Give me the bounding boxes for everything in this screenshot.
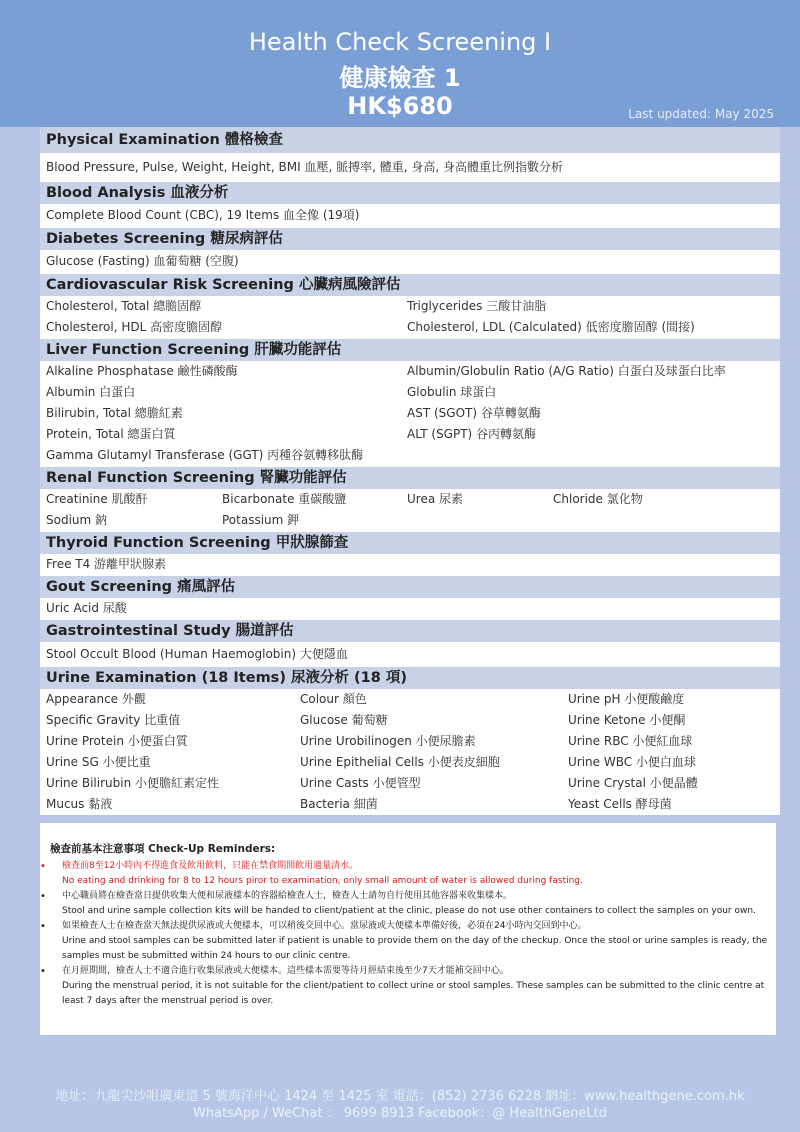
reminder-cn: 在月經期間，檢查人士不適合進行收集尿液或大便樣本。這些樣本需要等待月經結束後至少7天才能補交回中心。 — [62, 966, 509, 976]
list-item: Sodium 鈉 — [46, 513, 108, 527]
checkup-reminders — [40, 823, 776, 1035]
list-item: Appearance 外觀 — [46, 692, 146, 706]
list-item: Cholesterol, HDL 高密度膽固醇 — [46, 320, 223, 334]
section-liver-body — [40, 361, 780, 466]
section-blood-body — [40, 204, 780, 227]
page-header — [0, 0, 800, 127]
bullet-icon: • — [40, 861, 46, 872]
list-item: Urine Crystal 小便晶體 — [568, 776, 698, 790]
list-item: Chloride 氯化物 — [553, 492, 643, 506]
list-item: Cholesterol, Total 總膽固醇 — [46, 299, 202, 313]
table-row — [46, 382, 774, 403]
list-item: Urine WBC 小便白血球 — [568, 755, 696, 769]
section-diabetes-title: Diabetes Screening 糖尿病評估 — [40, 227, 780, 250]
reminder-item — [40, 919, 774, 964]
list-item: Alkaline Phosphatase 鹼性磷酸酶 — [46, 364, 238, 378]
table-row — [46, 361, 774, 382]
list-item: Potassium 鉀 — [222, 513, 300, 527]
reminder-en: Urine and stool samples can be submitted later if patient is unable to provide them on the day of the checkup. Once the stool or urine samples is ready, the samples must be submitted within 24 hours to our clinic centre. — [62, 936, 768, 961]
list-item: Urine pH 小便酸鹼度 — [568, 692, 685, 706]
table-row — [46, 752, 774, 773]
table-row — [46, 710, 774, 731]
list-item: Albumin/Globulin Ratio (A/G Ratio) 白蛋白及球蛋白比率 — [407, 364, 726, 378]
section-physical-body — [40, 153, 780, 181]
list-item: Urine RBC 小便紅血球 — [568, 734, 693, 748]
table-row — [46, 424, 774, 445]
table-row — [46, 510, 774, 531]
bullet-icon: • — [40, 921, 46, 932]
footer-contact: 地址：九龍尖沙咀廣東道 5 號海洋中心 1424 至 1425 室 電話：(852) 2736 6228 網址：www.healthgene.com.hk — [55, 1089, 745, 1104]
list-item: Triglycerides 三酸甘油脂 — [407, 299, 547, 313]
reminder-cn: 檢查前8至12小時內不得進食及飲用飲料，只能在禁食期間飲用適量清水。 — [62, 861, 359, 871]
table-row — [46, 731, 774, 752]
section-urine-body — [40, 689, 780, 815]
last-updated: Last updated: May 2025 — [628, 107, 774, 121]
list-item: Free T4 游離甲狀腺素 — [46, 557, 167, 571]
table-row — [46, 489, 774, 510]
title-en: Health Check Screening I — [248, 28, 552, 56]
list-item: AST (SGOT) 谷草轉氨酶 — [407, 406, 541, 420]
list-item: Urea 尿素 — [407, 492, 464, 506]
section-blood-title: Blood Analysis 血液分析 — [40, 181, 780, 204]
list-item: Mucus 黏液 — [46, 797, 113, 811]
list-item: Gamma Glutamyl Transferase (GGT) 丙種谷氨轉移肽酶 — [46, 448, 364, 462]
list-item: ALT (SGPT) 谷丙轉氨酶 — [407, 427, 537, 441]
list-item: Urine Bilirubin 小便膽紅素定性 — [46, 776, 219, 790]
section-diabetes-body — [40, 250, 780, 273]
title-cn: 健康檢查 1 — [339, 64, 461, 92]
section-thyroid-title: Thyroid Function Screening 甲狀腺篩查 — [40, 531, 780, 554]
table-row — [46, 296, 774, 317]
section-renal-title: Renal Function Screening 腎臟功能評估 — [40, 466, 780, 489]
list-item: Urine Urobilinogen 小便尿膽素 — [300, 734, 476, 748]
list-item: Urine Epithelial Cells 小便表皮細胞 — [300, 755, 500, 769]
table-row — [46, 794, 774, 815]
list-item: Bicarbonate 重碳酸鹽 — [222, 492, 347, 506]
table-row — [46, 445, 774, 466]
list-item: Creatinine 肌酸酐 — [46, 492, 148, 506]
section-cardio-body — [40, 296, 780, 338]
reminder-item — [40, 964, 774, 1009]
reminder-cn: 如果檢查人士在檢查當天無法提供尿液或大便樣本，可以稍後交回中心。當尿液或大便樣本準備好後，必須在24小時內交回到中心。 — [62, 921, 587, 931]
list-item: Blood Pressure, Pulse, Weight, Height, BMI 血壓, 脈搏率, 體重, 身高, 身高體重比例指數分析 — [46, 160, 563, 174]
table-row — [46, 773, 774, 794]
section-thyroid-body — [40, 554, 780, 575]
section-physical-title: Physical Examination 體格檢查 — [40, 127, 780, 153]
list-item: Specific Gravity 比重值 — [46, 713, 181, 727]
list-item: Bacteria 細菌 — [300, 797, 378, 811]
list-item: Complete Blood Count (CBC), 19 Items 血全像 (19項) — [46, 208, 360, 222]
list-item: Protein, Total 總蛋白質 — [46, 427, 176, 441]
reminder-item — [40, 859, 774, 889]
section-gi-title: Gastrointestinal Study 腸道評估 — [40, 619, 780, 642]
reminder-item — [40, 889, 774, 919]
list-item: Urine Ketone 小便酮 — [568, 713, 686, 727]
list-item: Urine Protein 小便蛋白質 — [46, 734, 188, 748]
section-gi-body — [40, 642, 780, 666]
footer-social: WhatsApp / WeChat ： 9699 8913 Facebook：@ HealthGeneLtd — [193, 1106, 607, 1121]
section-liver-title: Liver Function Screening 肝臟功能評估 — [40, 338, 780, 361]
table-row — [46, 403, 774, 424]
table-row — [46, 317, 774, 338]
reminder-cn: 中心職員將在檢查當日提供收集大便和尿液樣本的容器給檢查人士，檢查人士請勿自行使用其他容器來收集樣本。 — [62, 891, 513, 901]
reminder-en: No eating and drinking for 8 to 12 hours piror to examination, only small amount of water is allowed during fasting. — [62, 876, 583, 886]
list-item: Bilirubin, Total 總膽紅素 — [46, 406, 183, 420]
list-item: Glucose 葡萄糖 — [300, 713, 388, 727]
section-cardio-title: Cardiovascular Risk Screening 心臟病風險評估 — [40, 273, 780, 296]
table-row — [46, 689, 774, 710]
list-item: Urine Casts 小便管型 — [300, 776, 421, 790]
list-item: Glucose (Fasting) 血葡萄糖 (空腹) — [46, 254, 239, 268]
reminder-en: Stool and urine sample collection kits will be handed to client/patient at the clinic, please do not use other containers to collect the samples on your own. — [62, 906, 756, 916]
list-item: Urine SG 小便比重 — [46, 755, 151, 769]
list-item: Uric Acid 尿酸 — [46, 601, 127, 615]
price: HK$680 — [347, 92, 453, 120]
reminder-en: During the menstrual period, it is not suitable for the client/patient to collect urine or stool samples. These samples can be submitted to the clinic centre at least 7 days after the menstrual period is over. — [62, 981, 765, 1006]
list-item: Cholesterol, LDL (Calculated) 低密度膽固醇 (間接) — [407, 320, 695, 334]
bullet-icon: • — [40, 891, 46, 902]
list-item: Globulin 球蛋白 — [407, 385, 497, 399]
list-item: Colour 顏色 — [300, 692, 367, 706]
section-gout-body — [40, 598, 780, 619]
list-item: Stool Occult Blood (Human Haemoglobin) 大便隱血 — [46, 647, 348, 661]
list-item: Albumin 白蛋白 — [46, 385, 136, 399]
section-urine-title: Urine Examination (18 Items) 尿液分析 (18 項) — [40, 666, 780, 689]
bullet-icon: • — [40, 966, 46, 977]
section-gout-title: Gout Screening 痛風評估 — [40, 575, 780, 598]
screening-table — [40, 127, 780, 815]
reminders-title: 檢查前基本注意事項 Check-Up Reminders: — [50, 843, 276, 855]
list-item: Yeast Cells 酵母菌 — [568, 797, 672, 811]
section-renal-body — [40, 489, 780, 531]
